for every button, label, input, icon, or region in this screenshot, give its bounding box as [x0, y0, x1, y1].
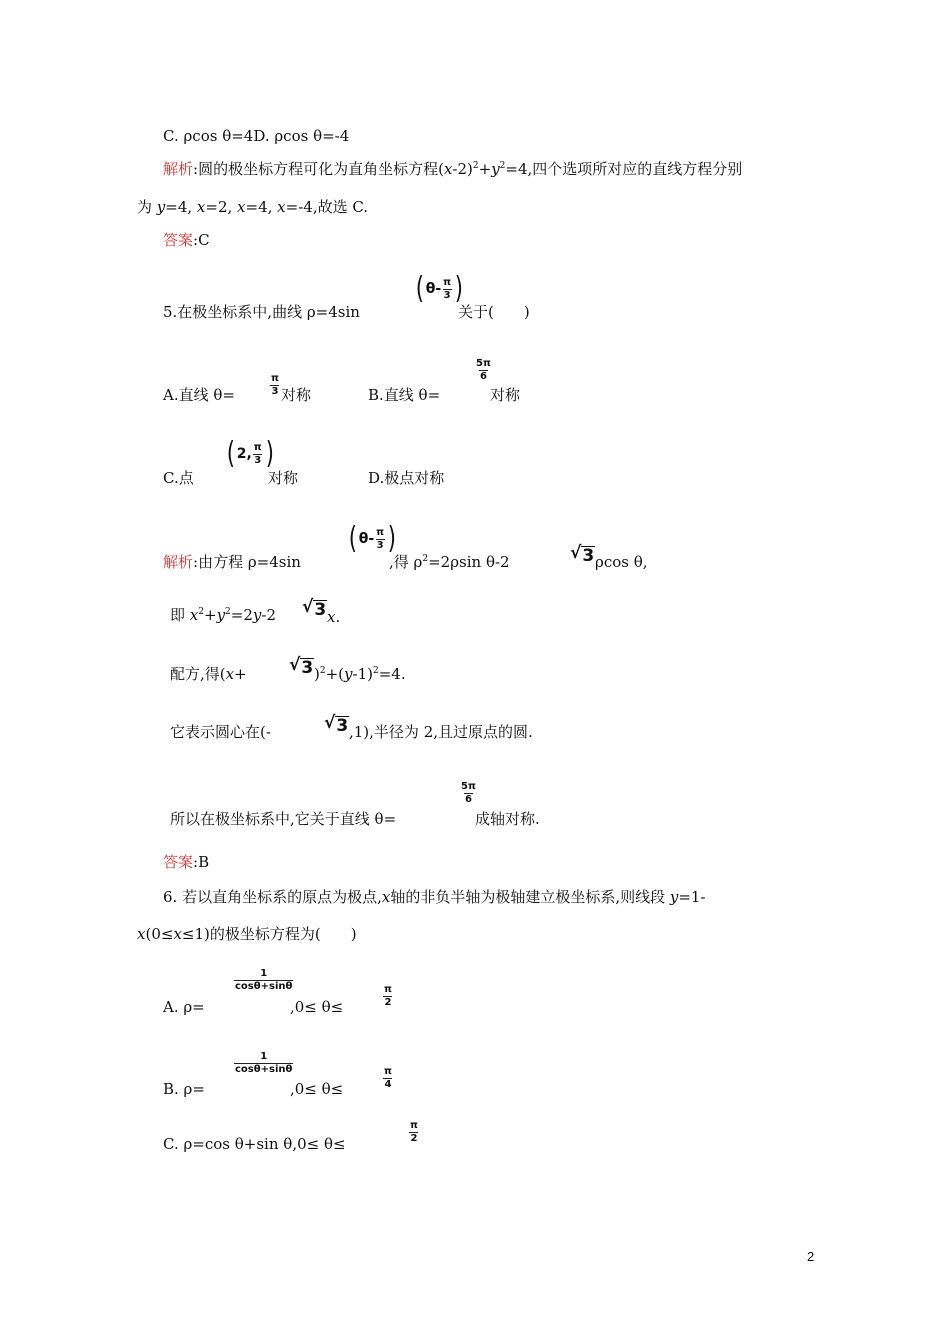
q4-analysis-line1: 解析:圆的极坐标方程可化为直角坐标方程$(x-2)^2+y^2=4$,四个选项所对应的直线方程分别	[163, 160, 743, 178]
q5-analysis-line2: 即 $x^2+y^2=2y-2$	[170, 606, 277, 624]
q5-analysis-line5-tail: 成轴对称.	[475, 810, 540, 828]
q6-option-a: A. ρ=	[163, 998, 205, 1016]
q6-option-a-range: ,0≤ θ≤	[290, 998, 344, 1016]
answer-label: 答案	[163, 853, 194, 871]
q5-option-b: B.直线 θ=	[368, 386, 441, 404]
q5-option-a-frac: $\frac{\pi}{3}$	[271, 373, 279, 397]
q5-analysis-line4: 它表示圆心在(-	[170, 723, 271, 741]
sqrt3-expr: √ 3	[324, 713, 349, 736]
analysis-label: 解析	[163, 553, 194, 571]
q5-option-b-frac: $\frac{5\pi}{6}$	[476, 358, 491, 382]
q5-analysis-line2-tail: x.	[327, 608, 341, 626]
q6-option-a-bound: $\frac{\pi}{2}$	[384, 984, 392, 1008]
q5-analysis-line3-tail: )$^2+(y-1)^2=4$.	[314, 665, 406, 683]
q6-option-b-frac: $\frac{1}{\cos\theta+\sin\theta}$	[235, 1051, 293, 1075]
q5-stem-tail: 关于( )	[458, 303, 530, 321]
q6-option-b-bound: $\frac{\pi}{4}$	[384, 1066, 392, 1090]
q5-answer: 答案:B	[163, 853, 210, 871]
q5-option-c: C.点	[163, 469, 194, 487]
q5-analysis-line5: 所以在极坐标系中,它关于直线 θ=	[170, 810, 397, 828]
q5-option-d: D.极点对称	[368, 469, 445, 487]
sqrt3-expr: √ 3	[289, 655, 314, 678]
q5-option-c-tail: 对称	[268, 469, 299, 487]
q5-option-a: A.直线 θ=	[163, 386, 235, 404]
q4-options-cd: C. ρcos θ=4D. ρcos θ=-4	[163, 127, 350, 145]
q5-option-c-point: ( 2, $\frac{\pi}{3}$ )	[226, 436, 274, 471]
page-number: 2	[807, 1249, 815, 1264]
q6-option-c-bound: $\frac{\pi}{2}$	[410, 1120, 418, 1144]
answer-label: 答案	[163, 231, 194, 249]
q5-analysis-line1: 解析:由方程 ρ=4sin	[163, 553, 301, 571]
q4-answer: 答案:C	[163, 231, 210, 249]
q4-analysis-line2: 为 y=4, x=2, x=4, x=-4,故选 C.	[137, 198, 369, 216]
analysis-label: 解析	[163, 160, 194, 178]
q6-stem-line2: x(0≤x≤1)的极坐标方程为( )	[137, 925, 357, 943]
q6-stem-line1: 6. 若以直角坐标系的原点为极点,x轴的非负半轴为极轴建立极坐标系,则线段 y=1-	[163, 888, 706, 906]
q5-analysis-line5-frac: $\frac{5\pi}{6}$	[461, 781, 476, 805]
q6-option-b: B. ρ=	[163, 1080, 205, 1098]
q6-option-b-range: ,0≤ θ≤	[290, 1080, 344, 1098]
q5-stem-paren-expr: ( θ- $\frac{\pi}{3}$ )	[415, 271, 464, 306]
sqrt3-expr: √ 3	[302, 597, 327, 620]
q5-option-b-tail: 对称	[490, 386, 521, 404]
q5-analysis-line3: 配方,得(x+	[170, 665, 247, 683]
q6-option-a-frac: $\frac{1}{\cos\theta+\sin\theta}$	[235, 968, 293, 992]
q5-analysis-line4-tail: ,1),半径为 2,且过原点的圆.	[349, 723, 533, 741]
q5-analysis-paren-expr: ( θ- $\frac{\pi}{3}$ )	[348, 521, 397, 556]
sqrt3-expr: √ 3	[570, 543, 595, 566]
q5-option-a-tail: 对称	[281, 386, 312, 404]
q5-stem: 5.在极坐标系中,曲线 ρ=4sin	[163, 303, 360, 321]
q6-option-c: C. ρ=cos θ+sin θ,0≤ θ≤	[163, 1135, 346, 1153]
q5-analysis-line1-c: ρcos θ,	[595, 553, 648, 571]
q5-analysis-line1-b: ,得 $\rho^2=2\rho\sin$ θ-2	[389, 553, 510, 571]
